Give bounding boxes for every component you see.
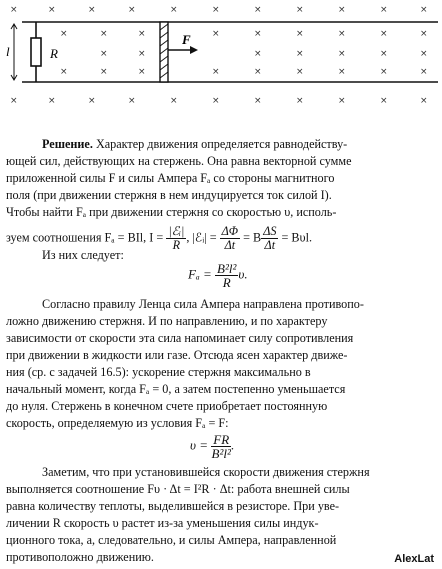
svg-text:×: × xyxy=(138,67,146,77)
svg-text:×: × xyxy=(100,49,108,59)
svg-text:×: × xyxy=(60,67,68,77)
svg-text:×: × xyxy=(338,49,346,59)
svg-text:×: × xyxy=(338,96,346,106)
field-crosses xyxy=(10,5,428,106)
relations-line: зуем соотношения Fₐ = BIl, I = $\frac{\text{|ℰᵢ|}}{R}$ , |ℰᵢ| = $\frac{\Delta\Phi}{\Delta t}$ = B $\frac{\Delta S}{\Delta t}$ = Bυl. xyxy=(6,224,313,252)
fraction-I: $\frac{\text{|ℰᵢ|}}{R}$ xyxy=(168,224,185,252)
svg-text:×: × xyxy=(128,5,136,15)
svg-text:×: × xyxy=(128,96,136,106)
svg-text:×: × xyxy=(170,5,178,15)
svg-text:×: × xyxy=(254,29,262,39)
svg-text:×: × xyxy=(380,96,388,106)
svg-text:×: × xyxy=(100,67,108,77)
svg-text:×: × xyxy=(338,29,346,39)
svg-text:×: × xyxy=(296,96,304,106)
svg-text:×: × xyxy=(10,5,18,15)
svg-text:×: × xyxy=(420,96,428,106)
solution-heading: Решение. xyxy=(42,137,93,151)
label-l: l xyxy=(6,44,10,59)
consequence-line: Из них следует: xyxy=(42,248,124,262)
svg-text:×: × xyxy=(420,5,428,15)
resistor xyxy=(31,38,41,66)
svg-text:×: × xyxy=(338,5,346,15)
svg-text:×: × xyxy=(254,5,262,15)
fraction-S: $\frac{\Delta S}{\Delta t}$ xyxy=(263,224,277,252)
equation-ampere-force: Fₐ = $\frac{\text{B²l²}}{R}$ υ. xyxy=(188,261,248,290)
svg-text:×: × xyxy=(88,5,96,15)
svg-text:×: × xyxy=(254,67,262,77)
svg-text:×: × xyxy=(296,49,304,59)
svg-text:×: × xyxy=(170,96,178,106)
svg-text:×: × xyxy=(138,29,146,39)
svg-text:×: × xyxy=(48,5,56,15)
svg-text:×: × xyxy=(296,29,304,39)
svg-text:×: × xyxy=(296,67,304,77)
lenz-paragraph: Согласно правилу Ленца сила Ампера направлена противопо- ложно движению стержня. И по направлению, и по характеру зависимости от скорости эта сила напоминает силу сопротивления при движении в жидкости или газе. Отсюда ясен характер движе- ния (ср. с задачей 16.5): ускорение стержня максимально в начальный момент, когда Fₐ = 0, а затем постепенно уменьшается до нуля. Стержень в конечном счете приобретает постоянную скорость, определяемую из условия Fₐ = F: xyxy=(6,297,364,430)
svg-text:×: × xyxy=(380,67,388,77)
svg-text:×: × xyxy=(420,67,428,77)
svg-text:×: × xyxy=(212,5,220,15)
svg-text:×: × xyxy=(380,49,388,59)
svg-text:×: × xyxy=(254,49,262,59)
energy-paragraph: Заметим, что при установившейся скорости движения стержня выполняется соотношение Fυ · Δt = I²R · Δt: работа внешней силы равна количеству теплоты, выделившейся в резисторе. При уве- личении R скорость υ растет из-за уменьшения силы индук- ционного тока, а, следовательно, и силы Ампера, направленной противоположно движению. xyxy=(6,465,370,564)
label-R: R xyxy=(50,46,58,61)
svg-text:×: × xyxy=(48,96,56,106)
svg-text:×: × xyxy=(420,29,428,39)
svg-text:×: × xyxy=(10,96,18,106)
svg-text:×: × xyxy=(420,49,428,59)
circuit-figure xyxy=(0,0,442,112)
svg-text:×: × xyxy=(100,29,108,39)
svg-text:×: × xyxy=(138,49,146,59)
svg-text:×: × xyxy=(88,96,96,106)
solution-paragraph: Решение. Характер движения определяется равнодейству- ющей сил, действующих на стержень. Она равна векторной сумме приложенной силы F и силы Ампера Fₐ со стороны магнитного поля (при движении стержня в нем индуцируется ток силой I). Чтобы найти Fₐ при движении стержня со скоростью υ, исполь- зуем соотношения Fₐ = BIl, I = $\frac{\text{|ℰᵢ|}}{R}$ , |ℰᵢ| = $\frac{\Delta\Phi}{\Delta t}$ = B $\frac{\Delta S}{\Delta t}$ = Bυl. xyxy=(6,136,436,252)
svg-text:×: × xyxy=(212,29,220,39)
label-F: F xyxy=(182,32,191,47)
svg-text:×: × xyxy=(338,67,346,77)
svg-text:×: × xyxy=(296,5,304,15)
fraction-phi: $\frac{\Delta\Phi}{\Delta t}$ xyxy=(221,224,239,252)
svg-text:×: × xyxy=(212,67,220,77)
svg-text:×: × xyxy=(212,96,220,106)
svg-text:×: × xyxy=(380,5,388,15)
svg-text:×: × xyxy=(254,96,262,106)
signature: AlexLat xyxy=(394,553,434,565)
equation-velocity: υ = $\frac{FR}{\text{B²l²}}$ . xyxy=(190,432,235,461)
svg-text:×: × xyxy=(60,29,68,39)
svg-text:×: × xyxy=(380,29,388,39)
